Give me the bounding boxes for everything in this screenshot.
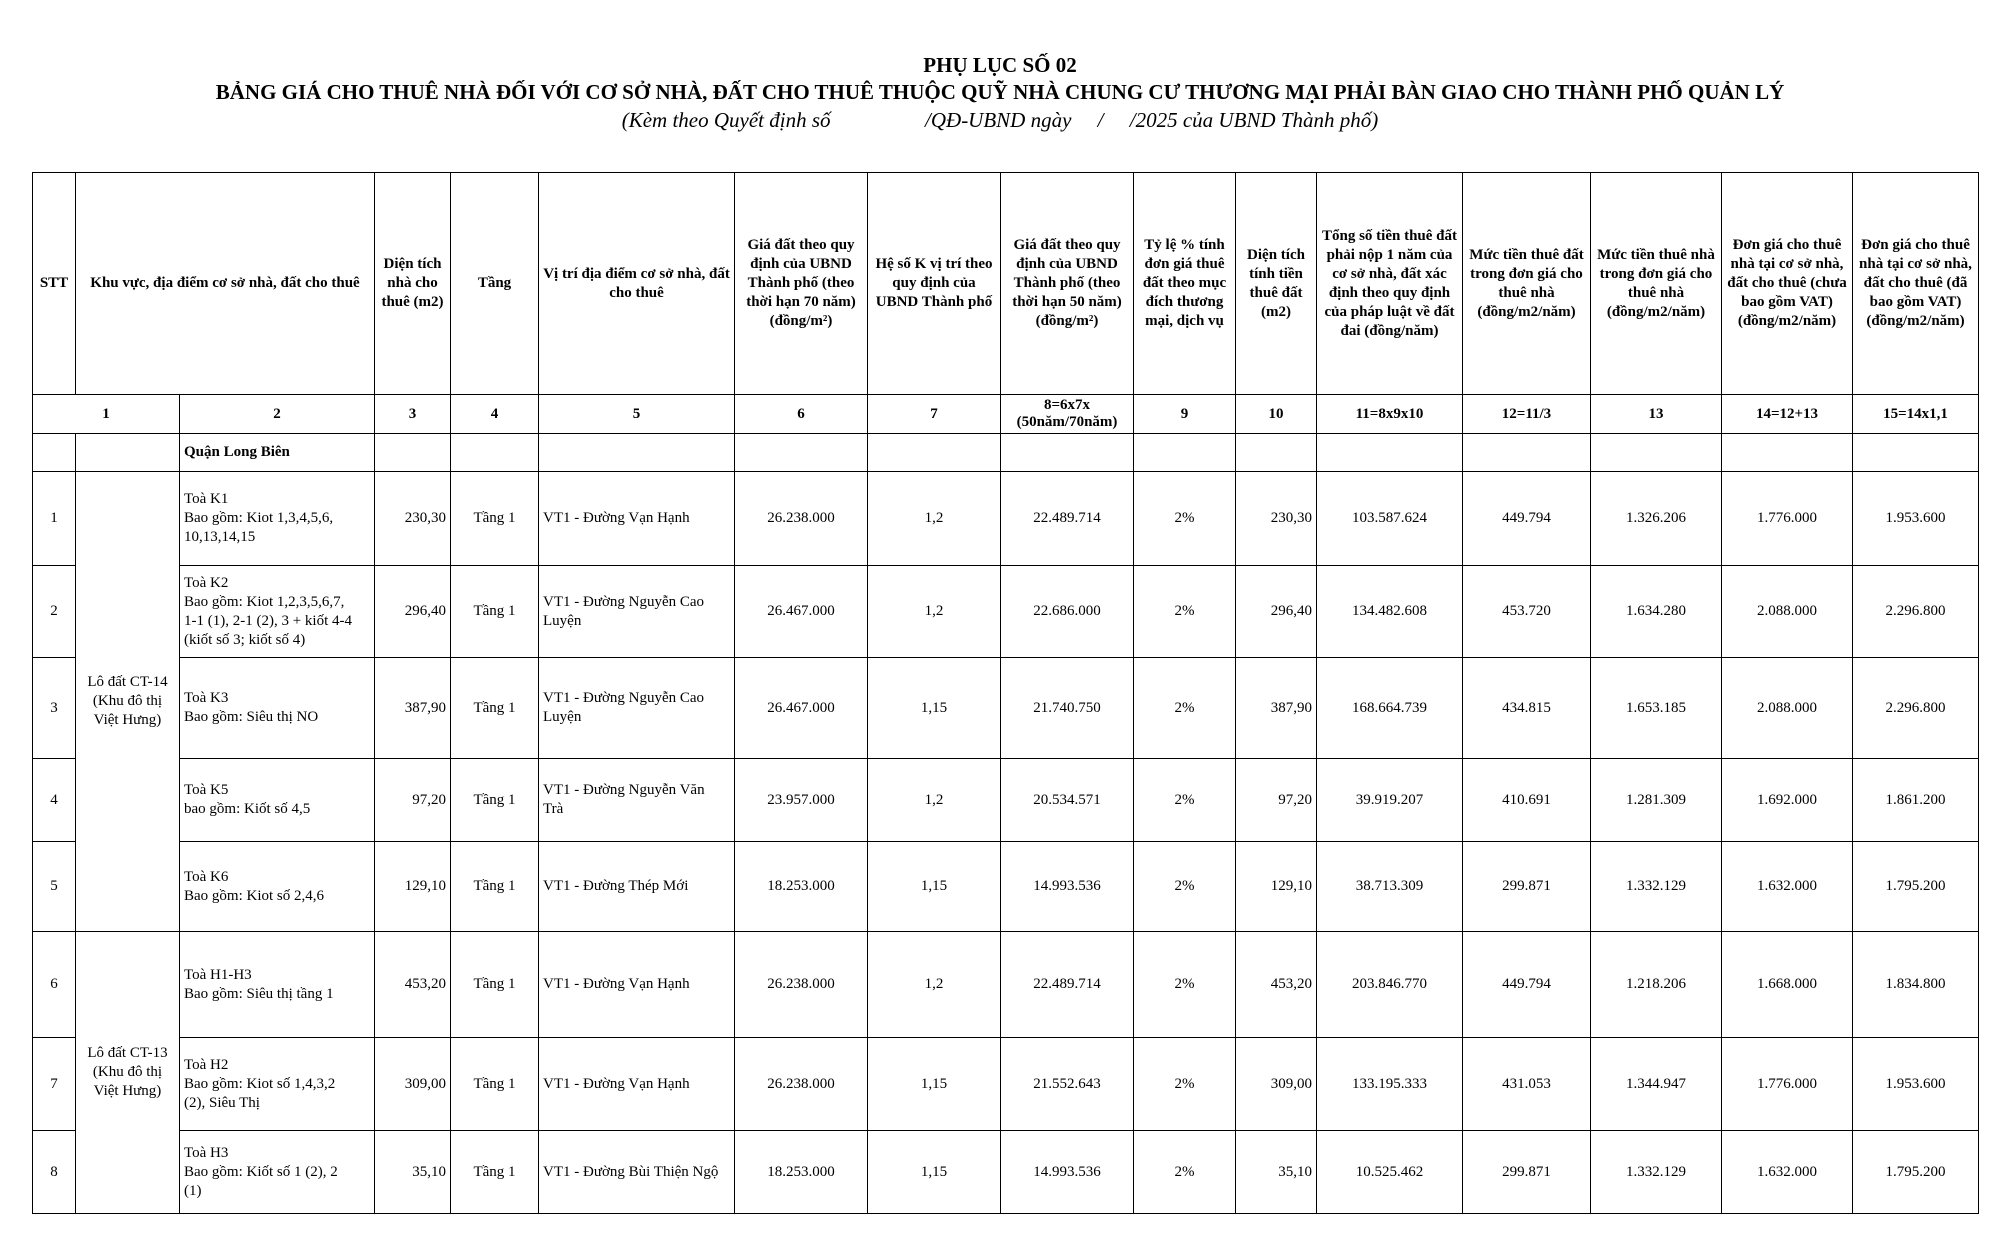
building-desc: Toà K5 bao gồm: Kiốt số 4,5	[180, 759, 375, 842]
land-rent-in-price: 431.053	[1463, 1038, 1591, 1131]
col-header-land-rent-in-price: Mức tiền thuê đất trong đơn giá cho thuê nhà (đồng/m2/năm)	[1463, 173, 1591, 395]
land-price-70: 23.957.000	[735, 759, 868, 842]
k-coefficient: 1,15	[868, 1131, 1001, 1214]
col-header-position: Vị trí địa điểm cơ sở nhà, đất cho thuê	[539, 173, 735, 395]
annual-land-rent: 103.587.624	[1317, 472, 1463, 566]
column-number-row	[33, 395, 1979, 434]
price-excl-vat: 1.692.000	[1722, 759, 1853, 842]
house-rent-in-price: 1.344.947	[1591, 1038, 1722, 1131]
building-desc: Toà K2 Bao gồm: Kiot 1,2,3,5,6,7, 1-1 (1), 2-1 (2), 3 + kiốt 4-4 (kiốt số 3; kiốt số 4)	[180, 566, 375, 658]
building-desc: Toà H2 Bao gồm: Kiot số 1,4,3,2 (2), Siêu Thị	[180, 1038, 375, 1131]
col-number: 5	[539, 395, 735, 434]
price-incl-vat: 1.953.600	[1853, 1038, 1979, 1131]
land-price-70: 26.238.000	[735, 472, 868, 566]
rate-percent: 2%	[1134, 759, 1236, 842]
k-coefficient: 1,15	[868, 1038, 1001, 1131]
floor: Tầng 1	[451, 566, 539, 658]
price-incl-vat: 1.795.200	[1853, 1131, 1979, 1214]
land-area: 230,30	[1236, 472, 1317, 566]
annual-land-rent: 38.713.309	[1317, 842, 1463, 932]
position: VT1 - Đường Vạn Hạnh	[539, 1038, 735, 1131]
col-number: 1	[33, 395, 180, 434]
land-rent-in-price: 299.871	[1463, 842, 1591, 932]
land-rent-in-price: 434.815	[1463, 658, 1591, 759]
empty-cell	[1591, 434, 1722, 472]
land-price-50: 14.993.536	[1001, 842, 1134, 932]
col-number: 9	[1134, 395, 1236, 434]
rate-percent: 2%	[1134, 472, 1236, 566]
position: VT1 - Đường Vạn Hạnh	[539, 932, 735, 1038]
district-name: Quận Long Biên	[180, 434, 375, 472]
building-desc: Toà K6 Bao gồm: Kiot số 2,4,6	[180, 842, 375, 932]
floor: Tầng 1	[451, 472, 539, 566]
rental-area: 129,10	[375, 842, 451, 932]
empty-cell	[1134, 434, 1236, 472]
col-header-price-excl-vat: Đơn giá cho thuê nhà tại cơ sở nhà, đất cho thuê (chưa bao gồm VAT) (đồng/m2/năm)	[1722, 173, 1853, 395]
empty-cell	[868, 434, 1001, 472]
document-title: PHỤ LỤC SỐ 02	[923, 53, 1077, 77]
table-row	[33, 842, 1979, 932]
price-excl-vat: 1.776.000	[1722, 1038, 1853, 1131]
col-number: 4	[451, 395, 539, 434]
col-number: 10	[1236, 395, 1317, 434]
price-excl-vat: 2.088.000	[1722, 566, 1853, 658]
rate-percent: 2%	[1134, 1131, 1236, 1214]
col-number: 6	[735, 395, 868, 434]
col-header-rental-area: Diện tích nhà cho thuê (m2)	[375, 173, 451, 395]
land-area: 309,00	[1236, 1038, 1317, 1131]
building-desc: Toà H1-H3 Bao gồm: Siêu thị tầng 1	[180, 932, 375, 1038]
land-rent-in-price: 410.691	[1463, 759, 1591, 842]
k-coefficient: 1,2	[868, 759, 1001, 842]
land-area: 453,20	[1236, 932, 1317, 1038]
position: VT1 - Đường Nguyễn Cao Luyện	[539, 658, 735, 759]
empty-cell	[1317, 434, 1463, 472]
annual-land-rent: 133.195.333	[1317, 1038, 1463, 1131]
col-number: 14=12+13	[1722, 395, 1853, 434]
price-incl-vat: 1.861.200	[1853, 759, 1979, 842]
rental-area: 387,90	[375, 658, 451, 759]
document-header	[0, 52, 2000, 134]
empty-cell	[33, 434, 76, 472]
col-header-floor: Tầng	[451, 173, 539, 395]
price-incl-vat: 1.953.600	[1853, 472, 1979, 566]
annual-land-rent: 39.919.207	[1317, 759, 1463, 842]
col-number: 15=14x1,1	[1853, 395, 1979, 434]
col-number: 2	[180, 395, 375, 434]
k-coefficient: 1,2	[868, 472, 1001, 566]
row-stt: 6	[33, 932, 76, 1038]
floor: Tầng 1	[451, 1038, 539, 1131]
house-rent-in-price: 1.326.206	[1591, 472, 1722, 566]
district-row	[33, 434, 1979, 472]
col-number: 3	[375, 395, 451, 434]
floor: Tầng 1	[451, 759, 539, 842]
document-note: (Kèm theo Quyết định số /QĐ-UBND ngày / /2025 của UBND Thành phố)	[621, 108, 1379, 132]
col-number: 12=11/3	[1463, 395, 1591, 434]
price-excl-vat: 1.632.000	[1722, 842, 1853, 932]
k-coefficient: 1,2	[868, 932, 1001, 1038]
k-coefficient: 1,15	[868, 658, 1001, 759]
col-number: 11=8x9x10	[1317, 395, 1463, 434]
position: VT1 - Đường Bùi Thiện Ngộ	[539, 1131, 735, 1214]
empty-cell	[539, 434, 735, 472]
position: VT1 - Đường Thép Mới	[539, 842, 735, 932]
land-price-70: 26.238.000	[735, 932, 868, 1038]
land-area: 387,90	[1236, 658, 1317, 759]
price-incl-vat: 2.296.800	[1853, 658, 1979, 759]
empty-cell	[451, 434, 539, 472]
k-coefficient: 1,15	[868, 842, 1001, 932]
row-stt: 1	[33, 472, 76, 566]
row-stt: 3	[33, 658, 76, 759]
rental-area: 35,10	[375, 1131, 451, 1214]
land-rent-in-price: 449.794	[1463, 932, 1591, 1038]
table-row	[33, 472, 1979, 566]
land-area: 35,10	[1236, 1131, 1317, 1214]
floor: Tầng 1	[451, 842, 539, 932]
empty-cell	[76, 434, 180, 472]
house-rent-in-price: 1.332.129	[1591, 842, 1722, 932]
price-excl-vat: 1.632.000	[1722, 1131, 1853, 1214]
col-number: 13	[1591, 395, 1722, 434]
rate-percent: 2%	[1134, 1038, 1236, 1131]
land-area: 97,20	[1236, 759, 1317, 842]
group-label: Lô đất CT-13 (Khu đô thị Việt Hưng)	[76, 932, 180, 1214]
land-area: 296,40	[1236, 566, 1317, 658]
col-header-land-area: Diện tích tính tiền thuê đất (m2)	[1236, 173, 1317, 395]
price-excl-vat: 2.088.000	[1722, 658, 1853, 759]
k-coefficient: 1,2	[868, 566, 1001, 658]
col-header-land-price-70: Giá đất theo quy định của UBND Thành phố (theo thời hạn 70 năm) (đồng/m²)	[735, 173, 868, 395]
land-price-50: 14.993.536	[1001, 1131, 1134, 1214]
col-header-house-rent-in-price: Mức tiền thuê nhà trong đơn giá cho thuê nhà (đồng/m2/năm)	[1591, 173, 1722, 395]
building-desc: Toà H3 Bao gồm: Kiốt số 1 (2), 2 (1)	[180, 1131, 375, 1214]
document-subtitle: BẢNG GIÁ CHO THUÊ NHÀ ĐỐI VỚI CƠ SỞ NHÀ, ĐẤT CHO THUÊ THUỘC QUỸ NHÀ CHUNG CƯ THƯƠNG MẠI PHẢI BÀN GIAO CHO THÀNH PHỐ QUẢN LÝ	[215, 80, 1785, 104]
rental-area: 230,30	[375, 472, 451, 566]
land-price-70: 26.467.000	[735, 566, 868, 658]
col-number: 7	[868, 395, 1001, 434]
table-row	[33, 932, 1979, 1038]
rental-area: 296,40	[375, 566, 451, 658]
land-price-70: 26.238.000	[735, 1038, 868, 1131]
row-stt: 4	[33, 759, 76, 842]
annual-land-rent: 134.482.608	[1317, 566, 1463, 658]
rate-percent: 2%	[1134, 932, 1236, 1038]
price-incl-vat: 2.296.800	[1853, 566, 1979, 658]
table-row	[33, 759, 1979, 842]
col-header-area-location: Khu vực, địa điểm cơ sở nhà, đất cho thuê	[76, 173, 375, 395]
col-header-annual-land-rent: Tổng số tiền thuê đất phải nộp 1 năm của cơ sở nhà, đất xác định theo quy định của pháp luật về đất đai (đồng/năm)	[1317, 173, 1463, 395]
land-price-70: 26.467.000	[735, 658, 868, 759]
table-row	[33, 1038, 1979, 1131]
table-row	[33, 658, 1979, 759]
building-desc: Toà K1 Bao gồm: Kiot 1,3,4,5,6, 10,13,14,15	[180, 472, 375, 566]
rate-percent: 2%	[1134, 842, 1236, 932]
rate-percent: 2%	[1134, 658, 1236, 759]
land-price-70: 18.253.000	[735, 842, 868, 932]
house-rent-in-price: 1.332.129	[1591, 1131, 1722, 1214]
empty-cell	[1236, 434, 1317, 472]
land-rent-in-price: 453.720	[1463, 566, 1591, 658]
empty-cell	[1722, 434, 1853, 472]
row-stt: 7	[33, 1038, 76, 1131]
price-excl-vat: 1.776.000	[1722, 472, 1853, 566]
empty-cell	[375, 434, 451, 472]
land-price-50: 22.489.714	[1001, 472, 1134, 566]
empty-cell	[1853, 434, 1979, 472]
row-stt: 2	[33, 566, 76, 658]
house-rent-in-price: 1.653.185	[1591, 658, 1722, 759]
group-label: Lô đất CT-14 (Khu đô thị Việt Hưng)	[76, 472, 180, 932]
header-row	[33, 173, 1979, 395]
land-area: 129,10	[1236, 842, 1317, 932]
floor: Tầng 1	[451, 1131, 539, 1214]
land-rent-in-price: 449.794	[1463, 472, 1591, 566]
data-rows	[33, 472, 1979, 1214]
rental-area: 453,20	[375, 932, 451, 1038]
empty-cell	[1001, 434, 1134, 472]
position: VT1 - Đường Vạn Hạnh	[539, 472, 735, 566]
building-desc: Toà K3 Bao gồm: Siêu thị NO	[180, 658, 375, 759]
rental-area: 97,20	[375, 759, 451, 842]
land-price-50: 20.534.571	[1001, 759, 1134, 842]
rental-area: 309,00	[375, 1038, 451, 1131]
land-price-50: 21.740.750	[1001, 658, 1134, 759]
row-stt: 8	[33, 1131, 76, 1214]
empty-cell	[735, 434, 868, 472]
house-rent-in-price: 1.634.280	[1591, 566, 1722, 658]
price-incl-vat: 1.834.800	[1853, 932, 1979, 1038]
annual-land-rent: 168.664.739	[1317, 658, 1463, 759]
price-excl-vat: 1.668.000	[1722, 932, 1853, 1038]
land-rent-in-price: 299.871	[1463, 1131, 1591, 1214]
land-price-50: 22.489.714	[1001, 932, 1134, 1038]
col-header-rate-percent: Tỷ lệ % tính đơn giá thuê đất theo mục đích thương mại, dịch vụ	[1134, 173, 1236, 395]
table-row	[33, 1131, 1979, 1214]
col-number: 8=6x7x (50năm/70năm)	[1001, 395, 1134, 434]
col-header-land-price-50: Giá đất theo quy định của UBND Thành phố (theo thời hạn 50 năm) (đồng/m²)	[1001, 173, 1134, 395]
floor: Tầng 1	[451, 658, 539, 759]
row-stt: 5	[33, 842, 76, 932]
col-header-price-incl-vat: Đơn giá cho thuê nhà tại cơ sở nhà, đất cho thuê (đã bao gồm VAT) (đồng/m2/năm)	[1853, 173, 1979, 395]
annual-land-rent: 10.525.462	[1317, 1131, 1463, 1214]
col-header-k-coefficient: Hệ số K vị trí theo quy định của UBND Thành phố	[868, 173, 1001, 395]
house-rent-in-price: 1.281.309	[1591, 759, 1722, 842]
position: VT1 - Đường Nguyễn Văn Trà	[539, 759, 735, 842]
price-incl-vat: 1.795.200	[1853, 842, 1979, 932]
table-row	[33, 566, 1979, 658]
price-table	[32, 172, 1979, 1214]
annual-land-rent: 203.846.770	[1317, 932, 1463, 1038]
col-header-stt: STT	[33, 173, 76, 395]
land-price-70: 18.253.000	[735, 1131, 868, 1214]
house-rent-in-price: 1.218.206	[1591, 932, 1722, 1038]
land-price-50: 21.552.643	[1001, 1038, 1134, 1131]
position: VT1 - Đường Nguyễn Cao Luyện	[539, 566, 735, 658]
floor: Tầng 1	[451, 932, 539, 1038]
land-price-50: 22.686.000	[1001, 566, 1134, 658]
rate-percent: 2%	[1134, 566, 1236, 658]
empty-cell	[1463, 434, 1591, 472]
